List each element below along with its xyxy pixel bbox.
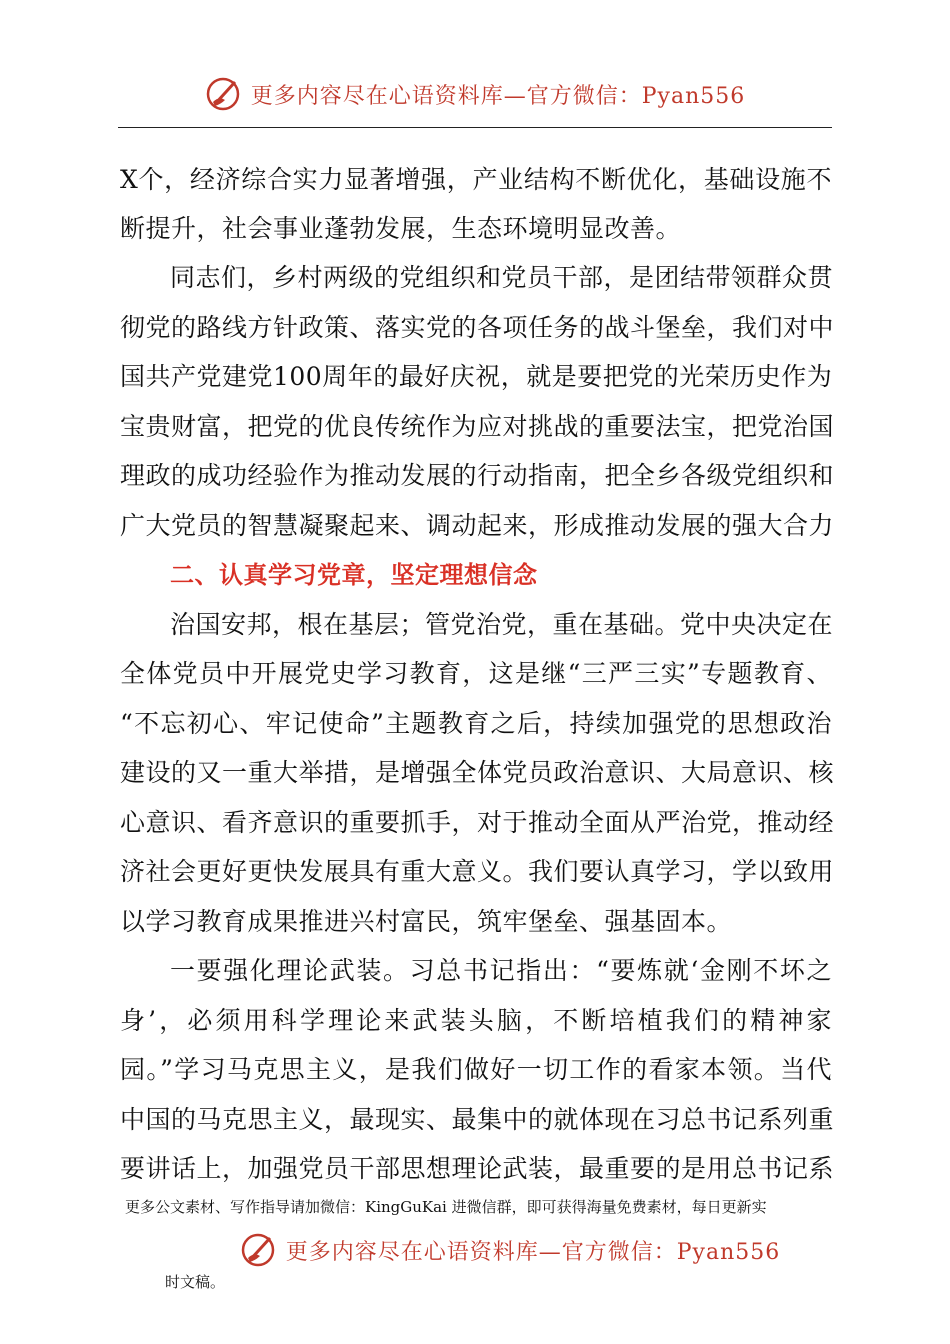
footer-banner (35, 1228, 950, 1272)
banner-text: 更多内容尽在心语资料库—官方微信：Pyan556 (285, 1239, 781, 1265)
body-line: 要讲话上，加强党员干部思想理论武装，最重要的是用总书记系 (120, 1154, 835, 1183)
body-line: 以学习教育成果推进兴村富民，筑牢堡垒、强基固本。 (120, 907, 733, 936)
banner-text: 更多内容尽在心语资料库—官方微信：Pyan556 (250, 83, 746, 109)
body-line: 全体党员中开展党史学习教育，这是继“三严三实”专题教育、 (120, 659, 832, 688)
body-line: 断提升，社会事业蓬勃发展，生态环境明显改善。 (120, 214, 682, 243)
body-line: 理政的成功经验作为推动发展的行动指南，把全乡各级党组织和 (120, 461, 835, 490)
body-line: 建设的又一重大举措，是增强全体党员政治意识、大局意识、核 (120, 758, 835, 787)
body-line: 彻党的路线方针政策、落实党的各项任务的战斗堡垒，我们对中 (120, 313, 835, 342)
body-line: 心意识、看齐意识的重要抓手，对于推动全面从严治党，推动经 (120, 808, 835, 837)
pen-logo-icon (240, 1230, 280, 1270)
header-rule (118, 127, 832, 128)
body-line: 同志们，乡村两级的党组织和党员干部，是团结带领群众贯 (170, 263, 834, 292)
body-line: 中国的马克思主义，最现实、最集中的就体现在习总书记系列重 (120, 1105, 835, 1134)
body-line: 治国安邦，根在基层；管党治党，重在基础。党中央决定在 (170, 610, 834, 639)
body-line: 广大党员的智慧凝聚起来、调动起来，形成推动发展的强大合力 (120, 511, 835, 540)
body-line: 济社会更好更快发展具有重大意义。我们要认真学习，学以致用 (120, 857, 835, 886)
body-line: 宝贵财富，把党的优良传统作为应对挑战的重要法宝，把党治国 (120, 412, 835, 441)
body-line: 国共产党建党100周年的最好庆祝，就是要把党的光荣历史作为 (120, 362, 833, 391)
body-line: X个，经济综合实力显著增强，产业结构不断优化，基础设施不 (120, 165, 832, 194)
body-line: 园。”学习马克思主义，是我们做好一切工作的看家本领。当代 (120, 1055, 832, 1084)
footer-note: 更多公文素材、写作指导请加微信：KingGuKai 进微信群，即可获得海量免费素材，每日更新实 (125, 1198, 767, 1216)
body-line: 身’，必须用科学理论来武装头脑，不断培植我们的精神家 (120, 1006, 832, 1035)
section-heading: 二、认真学习党章，坚定理想信念 (170, 561, 538, 589)
footer-note-continued: 时文稿。 (165, 1273, 226, 1291)
pen-logo-icon (205, 74, 245, 114)
body-line: “不忘初心、牢记使命”主题教育之后，持续加强党的思想政治 (120, 709, 832, 738)
body-line: 一要强化理论武装。习总书记指出：“要炼就‘金刚不坏之 (170, 956, 832, 985)
header-banner (0, 72, 950, 116)
